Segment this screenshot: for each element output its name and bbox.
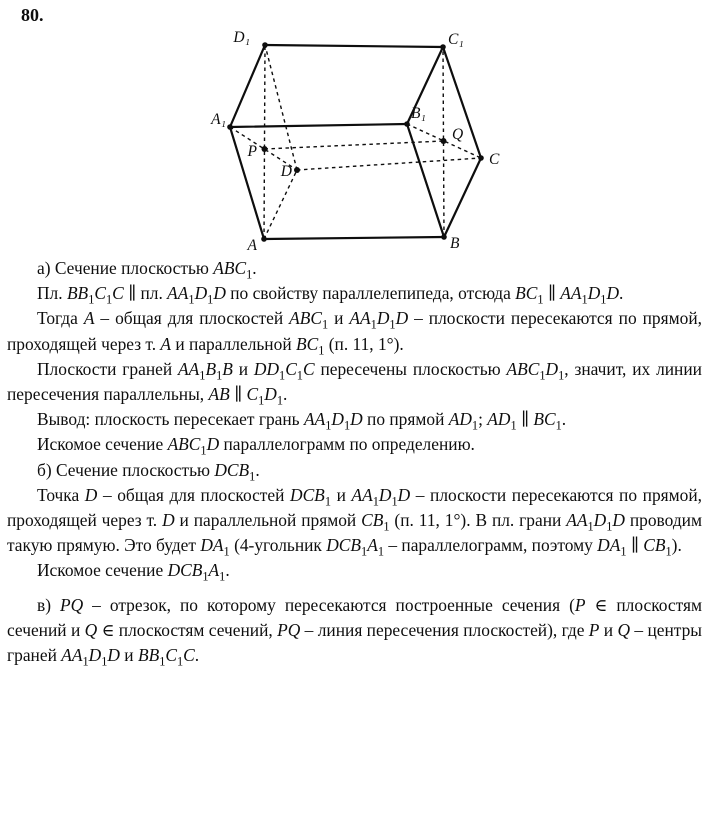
dot-q [441,138,447,144]
solution-paragraph-a-conclusion: Вывод: плоскость пересекает грань $AA_1D_1D$ по прямой $AD_1$; $AD_1$ ∥ $BC_1$. [37,409,567,433]
edge-b-c [444,158,481,237]
solution-text [0,252,710,668]
label-d: D [280,163,292,180]
dot-b1 [404,121,410,127]
parallelepiped-figure [0,0,710,252]
edge-a-b [264,237,444,239]
solution-paragraph-a-title: а) Сечение плоскостью $ABC_1$. [37,258,257,282]
dot-d1 [262,42,268,48]
edge-a1-d1 [230,45,265,127]
solution-paragraph-v: в) PQ – отрезок, по которому пересекаются построенные сечения (P ∈ плоскостям сечений и Q ∈ плоскостям сечений, PQ – линия пересечения плоскостей), где P и Q – центры граней $AA_1D_1D$ и $BB_1C_1C$. [7,594,702,669]
edge-b-b1 [407,124,444,237]
label-q: Q [452,126,464,143]
edge-d1-c1 [265,45,443,47]
label-d1: D₁ [233,29,250,46]
label-b1: B₁ [411,105,426,122]
label-b: B [450,235,460,252]
dot-a1 [227,124,233,130]
dot-c1 [440,44,446,50]
edge-a-d [264,170,297,239]
edge-b1-a1 [230,124,407,127]
solution-paragraph-b-title: б) Сечение плоскостью $DCB_1$. [37,459,260,484]
dot-p [262,146,268,152]
solution-paragraph-b-result: Искомое сечение $DCB_1A_1$. [37,560,230,584]
figure-container [0,0,710,252]
dot-c [478,155,484,161]
solution-paragraph-a-step1: Пл. $BB_1C_1C$ ∥ пл. $AA_1D_1D$ по свойству параллелепипеда, отсюда $BC_1$ ∥ $AA_1D_1D$. [37,283,624,307]
vertex-labels [210,29,500,252]
dot-a [261,236,267,242]
solution-paragraph-a-step2: Тогда A – общая для плоскостей $ABC_1$ и $AA_1D_1D$ – плоскости пересекаются по прямой, проходящей через т. A и параллельной $BC_1$ (п. 11, 1°). [7,308,702,358]
diagonal-a-d1 [264,45,265,239]
solution-paragraph-b-step1: Точка D – общая для плоскостей $DCB_1$ и $AA_1D_1D$ – плоскости пересекаются по прямой, проходящей через т. D и параллельной прямой $CB_1$ (п. 11, 1°). В пл. грани $AA_1D_1D$ проводим такую прямую. Это будет $DA_1$ (4-угольник $DCB_1A_1$ – параллелограмм, поэтому $DA_1$ ∥ $CB_1$). [7,484,702,559]
label-c: C [489,151,500,168]
edge-d-d1 [265,45,297,170]
solution-paragraph-a-step3: Плоскости граней $AA_1B_1B$ и $DD_1C_1C$ пересечены плоскостью $ABC_1D_1$, значит, их линии пересечения параллельны, AB ∥ $C_1D_1$. [7,358,702,408]
label-p: P [247,143,257,160]
label-c1: C₁ [448,31,464,48]
label-a: A [247,237,257,252]
vertex-dots [227,42,484,242]
dot-d [294,167,300,173]
dot-b [441,234,447,240]
solution-paragraph-a-result: Искомое сечение $ABC_1D$ параллелограмм по определению. [37,434,475,458]
edge-d-c [297,158,481,170]
problem-number: 80. [21,5,44,25]
label-a1: A₁ [211,111,226,128]
